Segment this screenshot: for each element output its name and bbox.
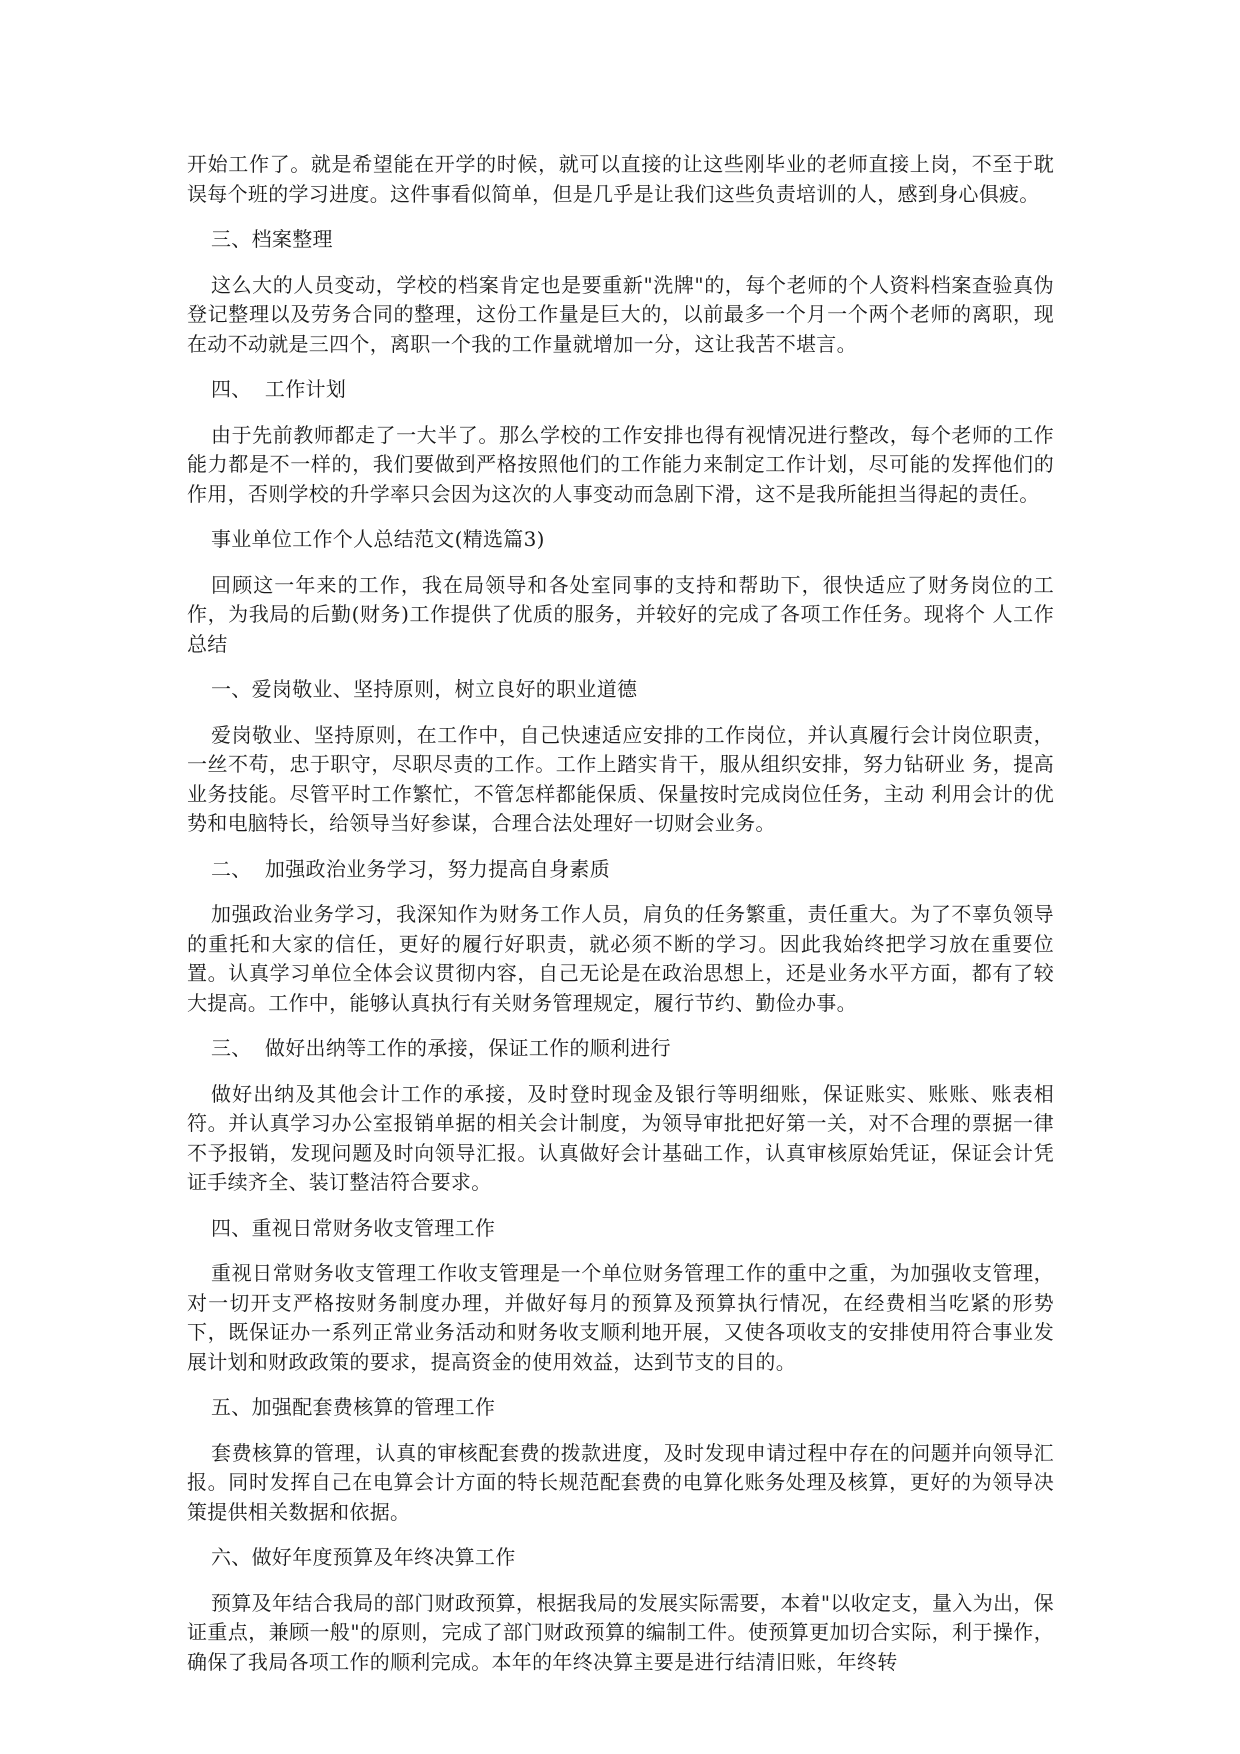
section-heading: 六、做好年度预算及年终决算工作 bbox=[211, 1545, 516, 1569]
document-page bbox=[187, 150, 1054, 1693]
section-heading: 三、 做好出纳等工作的承接，保证工作的顺利进行 bbox=[211, 1036, 671, 1060]
article-title: 事业单位工作个人总结范文(精选篇3) bbox=[211, 527, 545, 551]
section-heading: 四、重视日常财务收支管理工作 bbox=[211, 1215, 496, 1240]
paragraph: 这么大的人员变动，学校的档案肯定也是要重新"洗牌"的，每个老师的个人资料档案查验真伪登记整理以及劳务合同的整理，这份工作量是巨大的，以前最多一个月一个两个老师的离职，现在动不动就是三四个，离职一个我的工作量就增加一分，这让我苦不堪言。 bbox=[187, 272, 1054, 356]
section-heading: 五、加强配套费核算的管理工作 bbox=[211, 1395, 496, 1419]
section-heading: 二、 加强政治业务学习，努力提高自身素质 bbox=[211, 856, 611, 881]
paragraph: 开始工作了。就是希望能在开学的时候，就可以直接的让这些刚毕业的老师直接上岗，不至于耽误每个班的学习进度。这件事看似简单，但是几乎是让我们这些负责培训的人，感到身心俱疲。 bbox=[187, 152, 1054, 206]
paragraph: 做好出纳及其他会计工作的承接，及时登时现金及银行等明细账，保证账实、账账、账表相符。并认真学习办公室报销单据的相关会计制度，为领导审批把好第一关，对不合理的票据一律不予报销，发现问题及时向领导汇报。认真做好会计基础工作，认真审核原始凭证，保证会计凭证手续齐全、装订整洁符合要求。 bbox=[187, 1081, 1054, 1194]
section-heading: 三、档案整理 bbox=[211, 227, 333, 251]
section-heading: 一、爱岗敬业、坚持原则，树立良好的职业道德 bbox=[211, 677, 638, 701]
paragraph: 爱岗敬业、坚持原则，在工作中，自己快速适应安排的工作岗位，并认真履行会计岗位职责， 一丝不苟，忠于职守，尽职尽责的工作。工作上踏实肯干，服从组织安排，努力钻研业 务，提高业务技能。尽管平时工作繁忙，不管怎样都能保质、保量按时完成岗位任务，主动 利用会计的优势和电脑特长，给领导当好参谋，合理合法处理好一切财会业务。 bbox=[187, 722, 1054, 835]
paragraph: 由于先前教师都走了一大半了。那么学校的工作安排也得有视情况进行整改，每个老师的工作能力都是不一样的，我们要做到严格按照他们的工作能力来制定工作计划，尽可能的发挥他们的作用，否则学校的升学率只会因为这次的人事变动而急剧下滑，这不是我所能担当得起的责任。 bbox=[187, 422, 1054, 506]
paragraph: 重视日常财务收支管理工作收支管理是一个单位财务管理工作的重中之重，为加强收支管理，对一切开支严格按财务制度办理，并做好每月的预算及预算执行情况，在经费相当吃紧的形势下，既保证办一系列正常业务活动和财务收支顺利地开展，又使各项收支的安排使用符合事业发展计划和财政政策的要求，提高资金的使用效益，达到节支的目的。 bbox=[187, 1261, 1054, 1374]
paragraph: 加强政治业务学习，我深知作为财务工作人员，肩负的任务繁重，责任重大。为了不辜负领导的重托和大家的信任，更好的履行好职责，就必须不断的学习。因此我始终把学习放在重要位置。认真学习单位全体会议贯彻内容，自己无论是在政治思想上，还是业务水平方面，都有了较大提高。工作中，能够认真执行有关财务管理规定，履行节约、勤俭办事。 bbox=[187, 902, 1054, 1015]
section-heading: 四、 工作计划 bbox=[211, 377, 347, 401]
paragraph: 预算及年结合我局的部门财政预算，根据我局的发展实际需要，本着"以收定支，量入为出，保证重点，兼顾一般"的原则，完成了部门财政预算的编制工件。使预算更加切合实际，利于操作，确保了我局各项工作的顺利完成。本年的年终决算主要是进行结清旧账，年终转 bbox=[187, 1590, 1054, 1674]
paragraph: 套费核算的管理，认真的审核配套费的拨款进度，及时发现申请过程中存在的问题并向领导汇报。同时发挥自己在电算会计方面的特长规范配套费的电算化账务处理及核算，更好的为领导决策提供相关数据和依据。 bbox=[187, 1440, 1054, 1524]
paragraph: 回顾这一年来的工作，我在局领导和各处室同事的支持和帮助下，很快适应了财务岗位的工作，为我局的后勤(财务)工作提供了优质的服务，并较好的完成了各项工作任务。现将个 人工作总结 bbox=[187, 572, 1054, 656]
